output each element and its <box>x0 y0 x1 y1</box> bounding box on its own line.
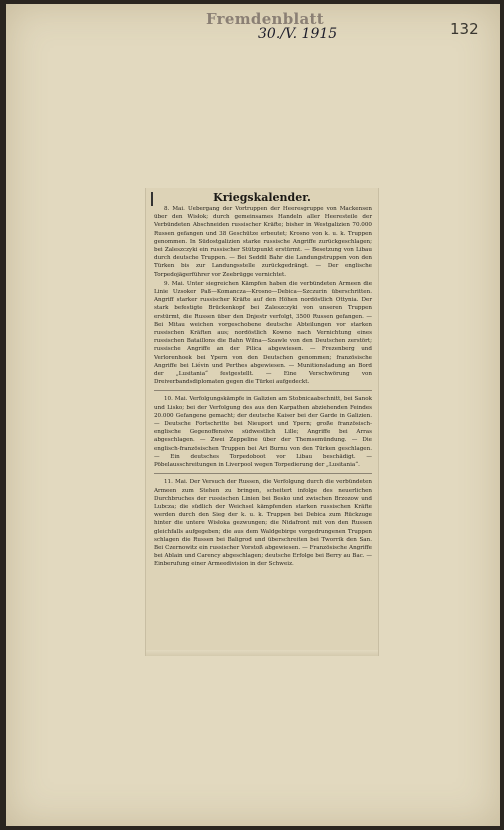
clipping-edge-mark <box>151 192 153 206</box>
handwritten-date: 30./V. 1915 <box>258 26 338 42</box>
clipping-title: Kriegskalender. <box>213 191 311 204</box>
divider-rule <box>154 473 372 474</box>
entry-may-10: 10. Mai. Verfolgungskämpfe in Galizien am Stobnicaabschnitt, bei Sanok und Lisko; bei der Verfolgung des aus den Karpathen abziehenden Feindes 20.000 Gefangene gemacht; der deutsche Kaiser bei der Garde in Galizien. — Deutsche Fortschritte bei Nieuport und Ypern; große französisch-englische Gegenoffensive südwestlich Lille; Angriffe bei Arras abgeschlagen. — Zwei Zeppeline über der Themsemündung. — Die englisch-französischen Truppen bei Ari Burnu von den Türken geschlagen. — Ein deutsches Torpedoboot vor Libau beschädigt. — Pöbelausschreitungen in Liverpool wegen Torpedierung der „Lusitania“. <box>154 396 372 469</box>
entry-may-9: 9. Mai. Unter siegreichen Kämpfen haben die verbündeten Armeen die Linie Uzsoker Paß—Komancza—Krosno—Debica—Szczurin überschritten. Angriff starker russischer Kräfte auf den Höhen nordöstlich Ottynia. Der stark befestigte Brückenkopf bei Zaleszczyki von unseren Truppen erstürmt, die Russen über den Dnjestr verfolgt, 3500 Russen gefangen. — Bei Mitau weichen vorgeschobene deutsche Abteilungen vor starken russischen Kräften aus; nordöstlich Kowno nach Vernichtung eines russischen Bataillons die Bahn Wilna—Szawle von den Deutschen zerstört; russische Angriffe an der Pilica abgewiesen. — Frezenberg und Verlorenhoek bei Ypern von den Deutschen genommen; französische Angriffe bei Liévin und Perthes abgewiesen. — Munitionsladung an Bord der „Lusitania“ festgestellt. — Eine Verschwörung von Dreiverbandsdiplomaten gegen die Türkei aufgedeckt. <box>154 280 372 386</box>
entry-may-8: 8. Mai. Uebergang der Vortruppen der Heeresgruppe von Mackensen über den Wisłok; durch gemeinsames Handeln aller Heeresteile der Verbündeten Abschneiden russischer Kräfte; bisher in Westgalizien 70.000 Russen gefangen und 38 Geschütze erbeutet; Krosno von k. u. k. Truppen genommen. In Südostgalizien starke russische Angriffe zurückgeschlagen; bei Zaleszczyki ein russischer Stützpunkt erstürmt. — Besetzung von Libau durch deutsche Truppen. — Bei Seddil Bahr die Landungstruppen von den Türken bis zur Landungsstelle zurückgedrängt. — Der englische Torpedojägerführer vor Zeebrügge vernichtet. <box>154 206 372 278</box>
page-number: 132 <box>450 20 479 38</box>
divider-rule <box>154 390 372 391</box>
entry-may-11: 11. Mai. Der Versuch der Russen, die Verfolgung durch die verbündeten Armeen zum Stehen zu bringen, scheitert infolge des neuerlichen Durchbruches der russischen Linien bei Besko und zwischen Brzozow und Lubcza; die südlich der Weichsel kämpfenden starken russischen Kräfte werden durch den Sieg der k. u. k. Truppen bei Debica zum Rückzuge hinter die untere Wisłoka gezwungen; die Nidafront mit von den Russen gleichfalls aufgegeben; die aus dem Waldgebirge vorgedrungenen Truppen schlagen die Russen bei Baligrod und überschreiten bei Tworrik den San. Bei Czernowitz ein russischer Vorstoß abgewiesen. — Französische Angriffe bei Ablain und Carency abgeschlagen; deutsche Erfolge bei Berry au Bac. — Einberufung einer Armeedivision in der Schweiz. <box>154 479 372 568</box>
newspaper-stamp: Fremdenblatt <box>206 10 325 28</box>
clipping-body <box>146 205 378 569</box>
clipping-bottom-edge <box>146 650 378 656</box>
newspaper-clipping <box>145 188 379 656</box>
archive-page <box>6 4 500 826</box>
